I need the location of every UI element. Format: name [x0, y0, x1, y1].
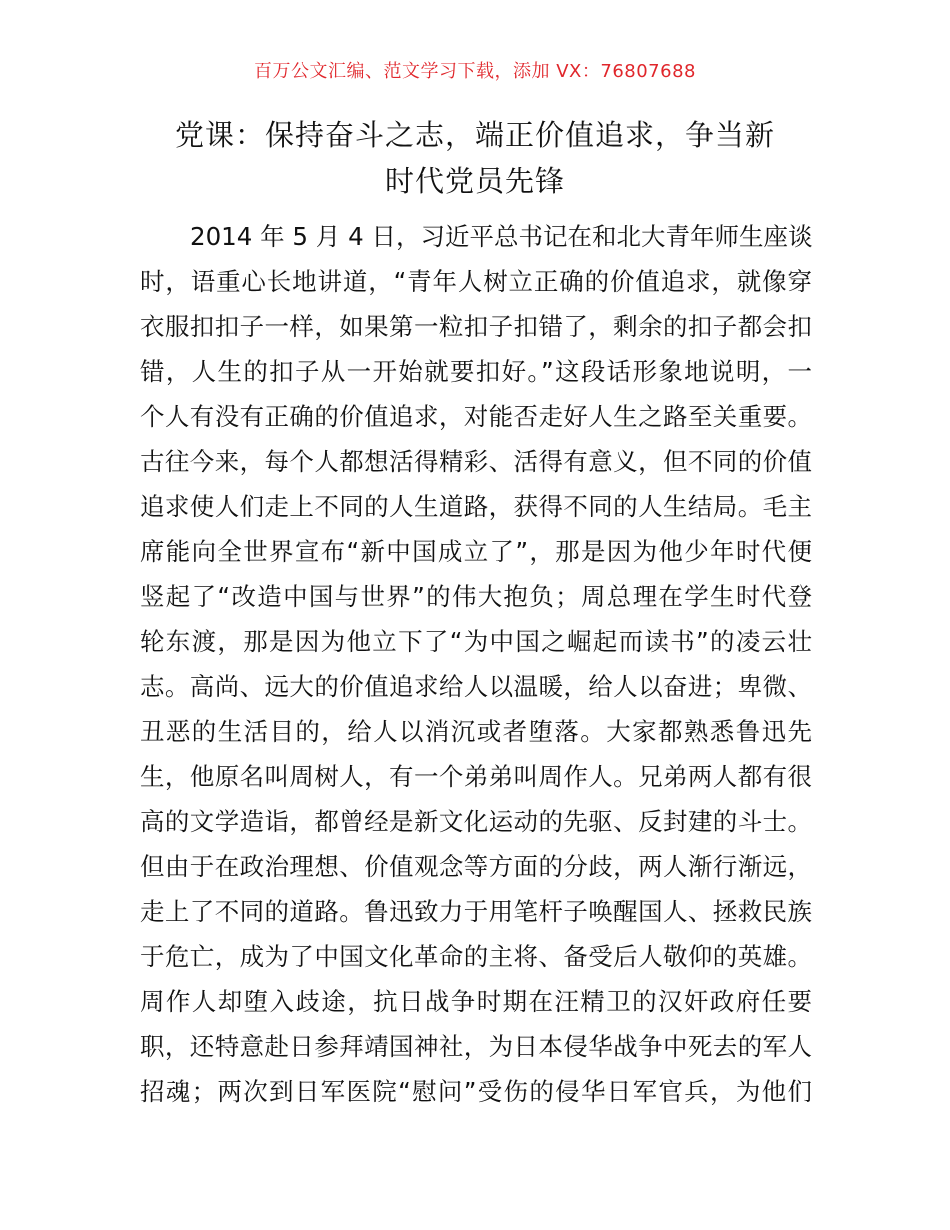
paragraph-line: 职，还特意赴日参拜靖国神社，为日本侵华战争中死去的军人 — [140, 1032, 812, 1061]
paragraph-line: 2014 年 5 月 4 日，习近平总书记在和北大青年师生座谈 — [190, 222, 813, 251]
download-banner: 百万公文汇编、范文学习下载，添加 VX：76807688 — [254, 61, 696, 82]
document-title — [130, 112, 820, 204]
paragraph-line: 古往今来，每个人都想活得精彩、活得有意义，但不同的价值 — [140, 447, 812, 476]
paragraph-line: 周作人却堕入歧途，抗日战争时期在汪精卫的汉奸政府任要 — [140, 987, 812, 1016]
paragraph-line: 丑恶的生活目的，给人以消沉或者堕落。大家都熟悉鲁迅先 — [140, 717, 812, 746]
paragraph-line: 时，语重心长地讲道，“青年人树立正确的价值追求，就像穿 — [140, 267, 812, 296]
paragraph-line: 走上了不同的道路。鲁迅致力于用笔杆子唤醒国人、拯救民族 — [140, 897, 812, 926]
paragraph-line: 高的文学造诣，都曾经是新文化运动的先驱、反封建的斗士。 — [140, 807, 812, 836]
paragraph-line: 招魂；两次到日军医院“慰问”受伤的侵华日军官兵，为他们 — [140, 1077, 812, 1106]
paragraph-line: 个人有没有正确的价值追求，对能否走好人生之路至关重要。 — [140, 402, 812, 431]
paragraph-line: 志。高尚、远大的价值追求给人以温暖，给人以奋进；卑微、 — [140, 672, 812, 701]
document-body — [140, 214, 812, 1114]
paragraph-line: 席能向全世界宣布“新中国成立了”，那是因为他少年时代便 — [140, 537, 812, 566]
title-line: 党课：保持奋斗之志，端正价值追求，争当新 — [174, 118, 775, 152]
title-line: 时代党员先锋 — [384, 164, 565, 198]
paragraph-line: 轮东渡，那是因为他立下了“为中国之崛起而读书”的凌云壮 — [140, 627, 812, 656]
paragraph-line: 生，他原名叫周树人，有一个弟弟叫周作人。兄弟两人都有很 — [140, 762, 812, 791]
paragraph-line: 衣服扣扣子一样，如果第一粒扣子扣错了，剩余的扣子都会扣 — [140, 312, 812, 341]
paragraph-line: 错，人生的扣子从一开始就要扣好。”这段话形象地说明，一 — [140, 357, 812, 386]
paragraph-line: 但由于在政治理想、价值观念等方面的分歧，两人渐行渐远， — [140, 852, 812, 881]
paragraph-line: 竖起了“改造中国与世界”的伟大抱负；周总理在学生时代登 — [140, 582, 812, 611]
paragraph-line: 于危亡，成为了中国文化革命的主将、备受后人敬仰的英雄。 — [140, 942, 812, 971]
paragraph-line: 追求使人们走上不同的人生道路，获得不同的人生结局。毛主 — [140, 492, 812, 521]
